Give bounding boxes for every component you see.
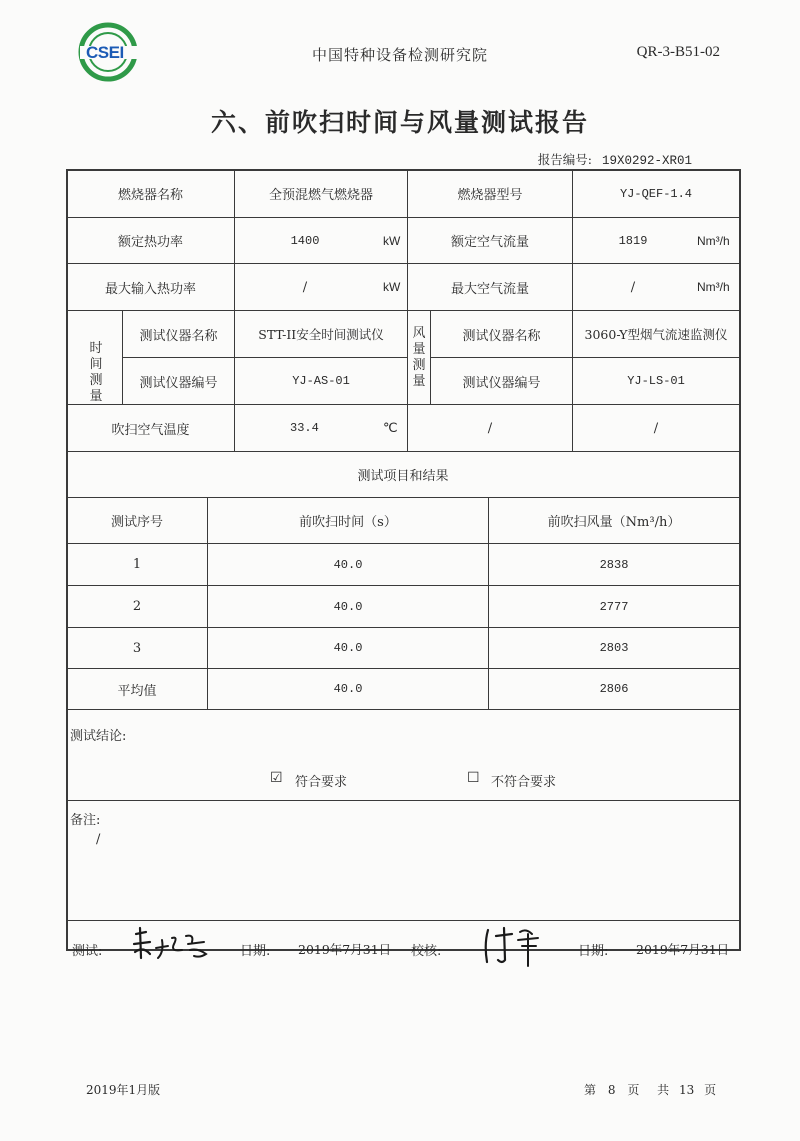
rated-air-label: 额定空气流量 [450,235,529,250]
row1-seq: 1 [132,557,142,572]
burner-model-label: 燃烧器型号 [457,188,523,203]
page-prefix: 第 [584,1083,597,1097]
time-measure-label: 时间测量 [89,341,103,404]
page-number [584,1081,716,1098]
row3-seq: 3 [132,640,142,656]
rated-air-value: 1819 [618,233,648,248]
avg-label: 平均值 [117,683,157,699]
purge-temp-extra-2: / [653,420,659,436]
rated-power-unit: kW [383,234,401,248]
purge-temp-value: 33.4 [290,421,319,435]
burner-model-value: YJ-QEF-1.4 [619,186,692,201]
air-inst-name-value: 3060-Y型烟气流速监测仪 [584,327,728,342]
pass-text: 符合要求 [295,775,348,790]
doc-code: QR-3-B51-02 [636,44,720,60]
total-suffix: 页 [704,1083,717,1097]
purge-temp-label: 吹扫空气温度 [111,422,190,438]
report-number [538,150,692,168]
conclusion-label: 测试结论: [70,729,127,744]
remarks-text: / [96,832,101,847]
version-text: 2019年1月版 [86,1083,161,1097]
fail-text: 不符合要求 [491,775,557,790]
page-title: 六、前吹扫时间与风量测试报告 [210,108,589,137]
tester-label: 测试: [72,944,103,959]
air-inst-name-label: 测试仪器名称 [462,328,541,344]
max-power-label: 最大输入热功率 [104,281,196,297]
rated-air-unit: Nm³/h [697,234,730,248]
air-inst-no-label: 测试仪器编号 [462,375,541,391]
row2-flow: 2777 [599,599,629,614]
burner-name-label: 燃烧器名称 [117,188,183,203]
row2-seq: 2 [132,599,142,614]
date-1: 2019年7月31日 [298,942,392,957]
row1-flow: 2838 [599,557,629,572]
report-number-value: 19X0292-XR01 [601,154,692,168]
col-seq-header: 测试序号 [110,515,163,530]
total-prefix: 共 [657,1083,670,1097]
date-label-2: 日期: [578,944,609,959]
max-air-label: 最大空气流量 [450,281,529,297]
avg-time: 40.0 [333,682,363,696]
pass-checkbox: ☑ [270,770,283,786]
date-label-1: 日期: [240,944,271,959]
row2-time: 40.0 [333,599,363,614]
air-measure-label: 风量测量 [412,326,426,389]
air-inst-no-value: YJ-LS-01 [627,374,685,388]
avg-flow: 2806 [599,682,629,696]
page-current: 8 [607,1083,616,1097]
checker-signature [478,922,548,972]
row1-time: 40.0 [333,557,363,572]
rated-power-label: 额定热功率 [117,235,183,250]
max-power-unit: kW [383,280,401,294]
col-flow-header: 前吹扫风量（Nm³/h） [547,515,681,530]
rated-power-value: 1400 [290,233,320,248]
burner-name-value: 全预混燃气燃烧器 [268,188,373,203]
fail-checkbox: ☐ [467,770,480,786]
page-total: 13 [679,1083,695,1097]
checker-label: 校核: [411,944,442,959]
max-air-unit: Nm³/h [697,280,730,294]
tester-signature [128,924,218,968]
row3-time: 40.0 [333,641,363,655]
col-time-header: 前吹扫时间（s） [299,515,397,530]
institute-name: 中国特种设备检测研究院 [311,46,488,64]
report-number-label: 报告编号: [537,152,592,167]
row3-flow: 2803 [599,641,629,655]
logo-text: CSEI [86,43,124,62]
purge-temp-unit: ℃ [383,420,398,435]
time-inst-name-label: 测试仪器名称 [139,328,218,344]
results-section-title: 测试项目和结果 [357,469,449,484]
time-inst-name-value: STT-II安全时间测试仪 [258,327,384,342]
max-power-value: / [302,279,308,295]
page-suffix: 页 [627,1083,640,1097]
max-air-value: / [630,279,636,295]
purge-temp-extra-1: / [487,420,493,436]
date-2: 2019年7月31日 [636,942,730,957]
remarks-label: 备注: [70,813,101,828]
time-inst-no-label: 测试仪器编号 [139,375,218,391]
time-inst-no-value: YJ-AS-01 [292,374,350,388]
